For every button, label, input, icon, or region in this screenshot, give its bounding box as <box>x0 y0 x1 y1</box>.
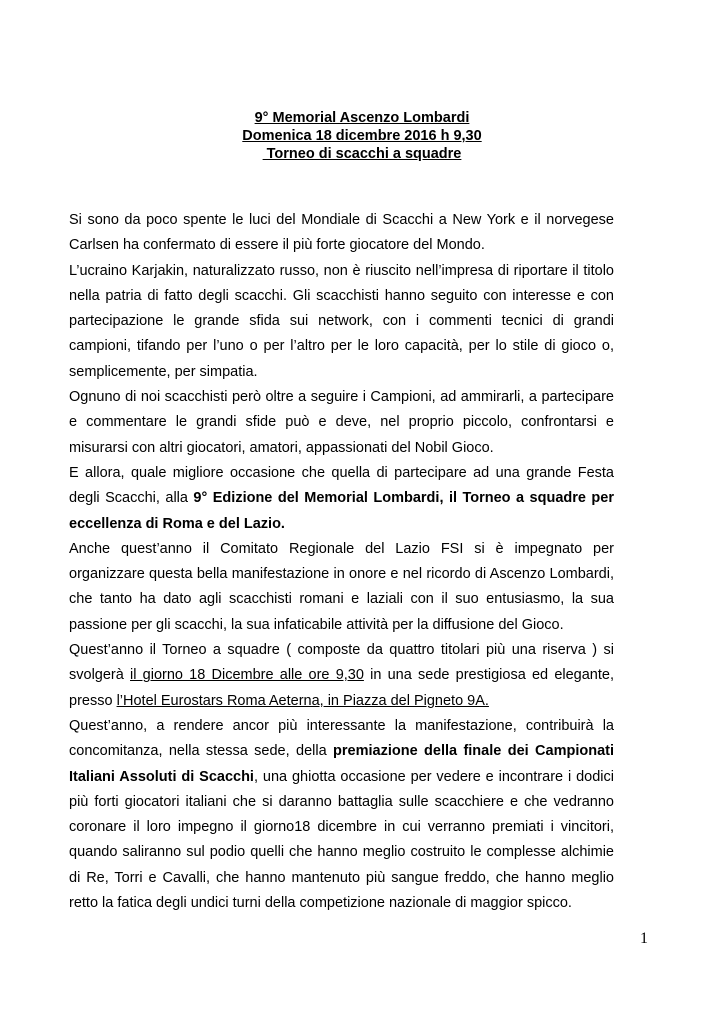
document-header <box>0 109 724 163</box>
paragraph-7 <box>69 714 614 916</box>
header-title: 9° Memorial Ascenzo Lombardi <box>254 110 470 126</box>
event-date: il giorno 18 Dicembre alle ore 9,30 <box>130 667 364 684</box>
event-venue: l’Hotel Eurostars Roma Aeterna, in Piazza del Pigneto 9A. <box>116 692 489 709</box>
document-body <box>69 208 614 916</box>
paragraph-5: Anche quest’anno il Comitato Regionale del Lazio FSI si è impegnato per organizzare questa bella manifestazione in onore e nel ricordo di Ascenzo Lombardi, che tanto ha dato agli scacchisti romani e laziali con il suo entusiasmo, la sua passione per gli scacchi, la sua infaticabile attività per la diffusione del Gioco. <box>69 540 614 633</box>
paragraph-1: Si sono da poco spente le luci del Mondiale di Scacchi a New York e il norvegese Carlsen ha confermato di essere il più forte giocatore del Mondo. <box>69 212 614 254</box>
paragraph-6-mid: in una sede prestigiosa ed elegante, presso <box>69 667 614 709</box>
paragraph-6 <box>69 638 614 714</box>
page-number: 1 <box>640 930 648 947</box>
header-subtitle: Torneo di scacchi a squadre <box>262 146 462 162</box>
paragraph-7-bold: premiazione della finale dei Campionati Italiani Assoluti di Scacchi <box>69 743 614 785</box>
paragraph-4 <box>69 461 614 537</box>
paragraph-7-end: , una ghiotta occasione per vedere e incontrare i dodici più forti giocatori italiani che si daranno battaglia sulle scacchiere e che vedranno coronare il loro impegno il giorno18 dicembre in cui verranno premiati i vincitori, quando saliranno sul podio quelli che hanno meglio costruito le complesse alchimie di Re, Torri e Cavalli, che hanno mantenuto più sangue freddo, che hanno meglio retto la fatica degli undici turni della competizione nazionale di maggior spicco. <box>69 768 614 912</box>
paragraph-4-bold: 9° Edizione del Memorial Lombardi, il Torneo a squadre per eccellenza di Roma e del Lazio. <box>69 490 614 532</box>
paragraph-3: Ognuno di noi scacchisti però oltre a seguire i Campioni, ad ammirarli, a partecipare e commentare le grandi sfide può e deve, nel proprio piccolo, confrontarsi e misurarsi con altri giocatori, amatori, appassionati del Nobil Gioco. <box>69 389 614 456</box>
header-date: Domenica 18 dicembre 2016 h 9,30 <box>242 128 482 144</box>
paragraph-6-text: Quest’anno il Torneo a squadre ( composte da quattro titolari più una riserva ) si svolgerà <box>69 642 614 684</box>
paragraph-4-text: E allora, quale migliore occasione che quella di partecipare ad una grande Festa degli Scacchi, alla <box>69 464 614 507</box>
paragraph-7-text: Quest’anno, a rendere ancor più interessante la manifestazione, contribuirà la concomitanza, nella stessa sede, della <box>69 717 614 760</box>
paragraph-2: L’ucraino Karjakin, naturalizzato russo, non è riuscito nell’impresa di riportare il titolo nella patria di fatto degli scacchi. Gli scacchisti hanno seguito con interesse e con partecipazione le grande sfida sui network, con i commenti tecnici di grandi campioni, tifando per l’uno o per l’altro per le loro capacità, per lo stile di gioco o, semplicemente, per simpatia. <box>69 262 614 380</box>
